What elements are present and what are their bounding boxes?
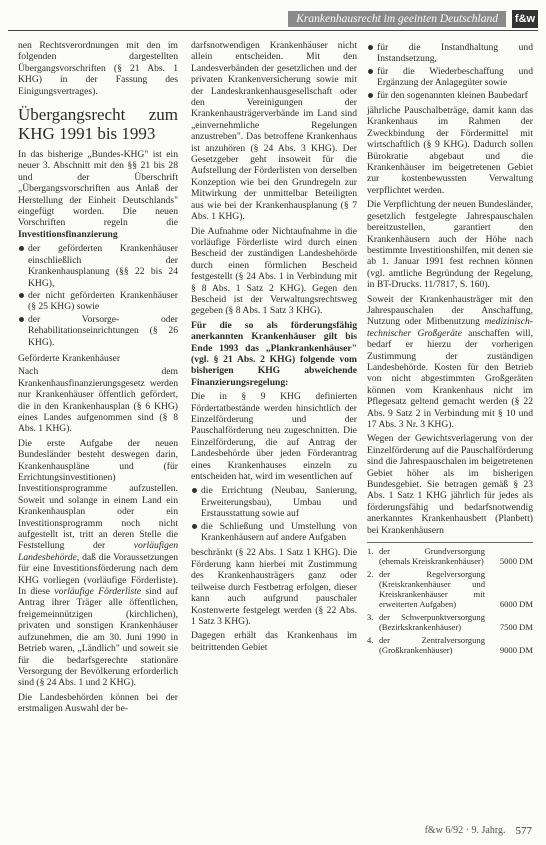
subheading: Geförderte Krankenhäuser	[18, 352, 121, 364]
list-item: der nicht geförderten Krankenhäuser (§ 25 KHG) sowie	[18, 290, 178, 313]
paragraph-text: Soweit der Krankenhausträger mit den Jahrespauschalen der Anschaffung, Nutzung oder Mitbenutzung	[367, 293, 533, 328]
row-description: der Grundversorgung (ehemals Kreiskrankenhäuser)	[379, 546, 485, 567]
section-heading: Übergangsrecht zum KHG 1991 bis 1993	[18, 105, 178, 144]
header-rule	[8, 30, 538, 31]
list-item: für den sogenannten kleinen Baubedarf	[367, 90, 533, 101]
row-amount: 7500 DM	[499, 622, 533, 633]
row-amount: 5000 DM	[499, 556, 533, 567]
funding-row	[367, 569, 533, 609]
paragraph-text: anschaffen will, bedarf er hierzu der vorherigen Zustimmung der zuständigen Landesbehörde. Kosten für den Betrieb von nicht abgestimmten Großgeräten können vom Krankenhaus nicht im Pflegesatz geltend gemacht werden (§ 22 Abs. 9 Satz 2 in Verbindung mit § 10 und 17 Abs. 3 Nr. 3 KHG).	[367, 327, 533, 430]
paragraph: Nach dem Krankenhausfinanzierungsgesetz werden nur Krankenhäuser öffentlich gefördert, die in den Krankenhausplan (§ 6 KHG) eines Landes aufgenommen sind (§ 8 Abs. 1 KHG).	[18, 366, 178, 435]
paragraph: Die in § 9 KHG definierten Fördertatbestände werden hinsichtlich der Einzelförderung und der Pauschalförderung neu zugeschnitten. Die Einzelförderung, die auf Antrag der Landesbehörde über jeden Förderantrag eines Krankenhauses einzeln zu entscheiden hat, wird im wesentlichen auf	[191, 391, 357, 483]
journal-logo: f&w	[512, 10, 538, 28]
funding-row	[367, 635, 533, 655]
paragraph: Die Landesbehörden können bei der erstmaligen Auswahl der be-	[18, 691, 178, 715]
running-title: Krankenhausrecht im geeinten Deutschland	[288, 11, 506, 27]
page-number: 577	[515, 825, 532, 837]
issue-info: f&w 6/92 · 9. Jahrg.	[424, 825, 506, 836]
paragraph: Die Verpflichtung der neuen Bundesländer, gesetzlich festgelegte Jahrespauschalen bereitzustellen, garantiert den Krankenhäusern auch der Höhe nach bestimmte Investitionshilfen, mit denen sie ab 1. Januar 1991 fest rechnen können (vgl. amtliche Begründung der Regelung, in BT-Drucks. 11/7817, S. 160).	[367, 199, 533, 291]
list-item: für die Wiederbeschaffung und Ergänzung der Anlagegüter sowie	[367, 66, 533, 89]
italic-term: medizinisch-technischer Großgeräte	[367, 316, 533, 339]
paragraph: beschränkt (§ 22 Abs. 1 Satz 1 KHG). Die Förderung kann hierbei mit Zustimmung des Krankenhausträgers ganz oder teilweise durch Festbetrag erfolgen, dieser kann auch aufgrund pauschaler Kostenwerte festgelegt werden (§ 22 Abs. 1 Satz 3 KHG).	[191, 547, 357, 627]
paragraph: nen Rechtsverordnungen mit den im folgenden dargestellten Übergangsvorschriften (§ 21 Abs. 1 KHG) in der Fassung des Einigungsvertrages).	[18, 40, 178, 97]
column-3	[367, 40, 533, 658]
list-item: die Errichtung (Neubau, Sanierung, Erweiterungsbau), Umbau und Erstausstattung sowie auf	[191, 485, 357, 519]
column-2	[191, 40, 357, 656]
row-number: 1.	[367, 546, 374, 557]
paragraph-text: sind auf Antrag ihrer Träger alle öffentlichen, freigemeinnützigen (kirchlichen), privaten und sonstigen Krankenhäuser aufzunehmen, die am 30. Juni 1990 in Betrieb waren, „Ländlich" und soweit sie für die bedarfsgerechte stationäre Versorgung der Bevölkerung erforderlich sind (§ 24 Abs. 1 und 2 KHG).	[18, 586, 178, 689]
paragraph: Dagegen erhält das Krankenhaus im beitrittenden Gebiet	[191, 630, 357, 653]
bold-term: Investitionsfinanzierung	[18, 228, 118, 240]
page-footer	[425, 825, 532, 837]
list-item: die Schließung und Umstellung von Krankenhäusern auf andere Aufgaben	[191, 521, 357, 544]
paragraph-bold	[191, 320, 357, 388]
paragraph	[18, 438, 178, 689]
row-description: der Schwerpunktversorgung (Bezirkskrankenhäuser)	[379, 612, 485, 633]
row-number: 2.	[367, 569, 374, 580]
bullet-list	[367, 42, 533, 101]
funding-row	[367, 612, 533, 632]
page-header	[288, 8, 538, 30]
paragraph-text: , daß die Voraussetzungen für eine Investitionsförderung nach dem KHG vorliegen (vorläufige Förderliste). In diese	[18, 551, 178, 598]
row-number: 3.	[367, 612, 374, 623]
paragraph: Die Aufnahme oder Nichtaufnahme in die vorläufige Förderliste wird durch einen Bescheid der zuständigen Landesbehörde durch einen förmlichen Bescheid festgestellt (§ 24 Abs. 1 in Verbindung mit § 8 Abs. 1 Satz 2 KHG). Gegen den Bescheid ist der Verwaltungsrechtsweg gegeben (§ 8 Abs. 1 Satz 3 KHG).	[191, 225, 357, 317]
list-item: für die Instandhaltung und Instandsetzung,	[367, 42, 533, 65]
list-item: der Vorsorge- oder Rehabilitationseinrichtungen (§ 26 KHG).	[18, 314, 178, 348]
row-description: der Zentralversorgung (Großkrankenhäuser)	[379, 635, 485, 656]
row-amount: 9000 DM	[499, 645, 533, 656]
paragraph: Wegen der Gewichtsverlagerung von der Einzelförderung auf die Pauschalförderung sind die Jahrespauschalen im beigetretenen Gebiet höher als im bisherigen Bundesgebiet. Sie betragen gemäß § 23 Abs. 1 Satz 1 KHG jährlich für jedes als förderungsfähig und bedarfsnotwendig anerkanntes Krankenhausbett (Planbett) bei Krankenhäusern	[367, 433, 533, 536]
italic-term: vorläufige Förderliste	[54, 586, 142, 598]
funding-row	[367, 546, 533, 566]
bullet-list	[18, 243, 178, 348]
funding-table	[367, 542, 533, 655]
row-number: 4.	[367, 635, 374, 646]
paragraph	[18, 149, 178, 240]
list-item: der geförderten Krankenhäuser einschließlich der Krankenhausplanung (§§ 22 bis 24 KHG),	[18, 243, 178, 289]
paragraph	[367, 294, 533, 431]
bold-text: Für die so als förderungsfähig anerkannten Krankenhäuser gilt bis Ende 1993 das „Plankrankenhäuser" (vgl. § 21 Abs. 2 KHG) folgende vom bisherigen KHG abweichende Finanzierungsregelung:	[191, 319, 357, 388]
paragraph-text: In das bisherige „Bundes-KHG" ist ein neuer 3. Abschnitt mit den §§ 21 bis 28 und der Überschrift „Übergangsvorschriften aus Anlaß der Herstellung der Einheit Deutschlands" eingefügt worden. Die neuen Vorschriften regeln die	[18, 149, 178, 229]
row-description: der Regelversorgung (Kreiskrankenhäuser und Kreiskrankenhäuser mit erweiterten Aufgaben)	[379, 569, 485, 610]
bullet-list	[191, 485, 357, 543]
row-amount: 6000 DM	[499, 599, 533, 610]
italic-term: vorläufigen Landesbehörde	[18, 540, 178, 563]
paragraph-text: Die erste Aufgabe der neuen Bundesländer besteht deswegen darin, Krankenhauspläne und (für Errichtungsinvestitionen) Investitionsprogramme aufzustellen. Soweit und solange in einem Land ein Krankenhausplan oder ein Investitionsprogramm noch nicht aufgestellt ist, tritt an deren Stelle die Feststellung der	[18, 437, 178, 552]
column-1	[18, 40, 178, 718]
paragraph: darfsnotwendigen Krankenhäuser nicht allein entscheiden. Mit den Landesverbänden der gesetzlichen und der privaten Krankenversicherung sowie mit der Landeskrankenhausgesellschaft oder den Vereinigungen der Krankenhausträgerverbände im Land sind „einvernehmliche Regelungen anzustreben". Das betroffene Krankenhaus ist anzuhören (§ 24 Abs. 3 KHG). Der Gesetzgeber geht insoweit für die Aufstellung der Förderlisten von derselben Konzeption wie bei den Grundregeln zur Mitwirkung der unmittelbar Beteiligten aus wie bei der Krankenhausplanung (§ 7 Abs. 1 KHG).	[191, 40, 357, 223]
paragraph: jährliche Pauschalbeträge, damit kann das Krankenhaus im Rahmen der Zweckbindung der Fördermittel mit wirtschaftlich (§ 9 KHG). Dadurch sollen Bürokratie abgebaut und die Krankenhäuser im beigetretenen Gebiet zur kostenbewussten Verwaltung verpflichtet werden.	[367, 105, 533, 196]
